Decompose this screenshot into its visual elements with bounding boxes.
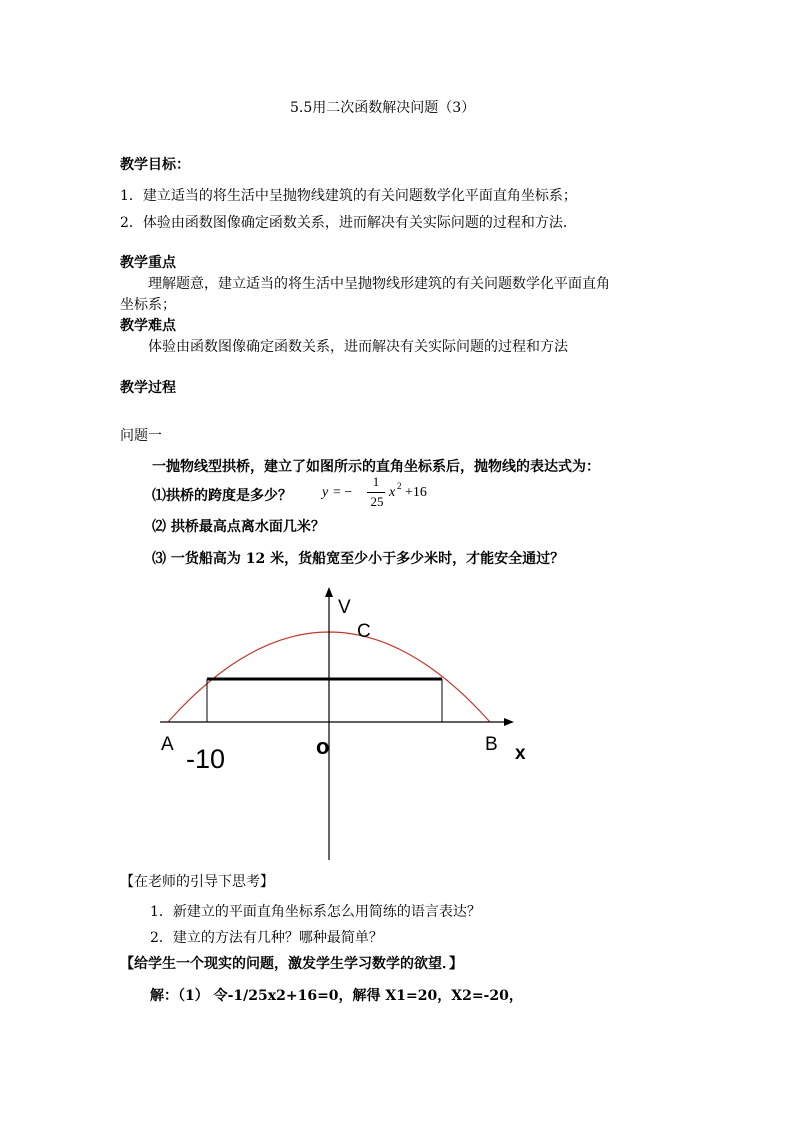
key-points-text-cont: 坐标系； (120, 297, 176, 313)
guide-heading: 【在老师的引导下思考】 (120, 874, 274, 890)
question-3: ⑶ 一货船高为 12 米，货船宽至少小于多少米时，才能安全通过？ (152, 551, 565, 567)
page-title: 5.5用二次函数解决问题（3） (290, 100, 476, 116)
solution-text: 解：（1） 令-1/25x2+16=0，解得 X1=20，X2=-20， (150, 988, 523, 1004)
point-b-label: B (485, 734, 498, 755)
problem1-intro: 一抛物线型拱桥，建立了如图所示的直角坐标系后，抛物线的表达式为： (152, 459, 600, 475)
motivation-text: 【给学生一个现实的问题，激发学生学习数学的欲望．】 (120, 956, 463, 972)
key-points-heading: 教学重点 (120, 255, 176, 271)
objective-item: 2．体验由函数图像确定函数关系，进而解决有关实际问题的过程和方法． (120, 215, 577, 231)
neg10-label: -10 (186, 744, 226, 774)
guide-item: 1．新建立的平面直角坐标系怎么用简练的语言表达？ (150, 904, 481, 920)
difficulties-text: 体验由函数图像确定函数关系，进而解决有关实际问题的过程和方法 (148, 339, 568, 355)
origin-label: o (316, 734, 330, 759)
key-points-text: 理解题意，建立适当的将生活中呈抛物线形建筑的有关问题数学化平面直角 (148, 276, 610, 292)
question-1: ⑴拱桥的跨度是多少？ (152, 488, 292, 504)
process-heading: 教学过程 (120, 380, 176, 396)
objective-item: 1．建立适当的将生活中呈抛物线建筑的有关问题数学化平面直角坐标系； (120, 188, 577, 204)
difficulties-heading: 教学难点 (120, 318, 176, 334)
y-axis-arrow (325, 587, 333, 597)
objectives-heading: 教学目标： (120, 157, 190, 173)
parabola-figure (150, 585, 540, 865)
x-axis-label: x (515, 743, 526, 764)
point-c-label: C (357, 621, 371, 642)
point-a-label: A (161, 734, 174, 755)
guide-item: 2．建立的方法有几种？哪种最简单？ (150, 930, 383, 946)
x-axis-arrow (504, 718, 514, 726)
question-2: ⑵ 拱桥最高点离水面几米？ (152, 519, 325, 535)
y-axis-label: V (338, 597, 351, 618)
problem1-heading: 问题一 (120, 428, 162, 444)
